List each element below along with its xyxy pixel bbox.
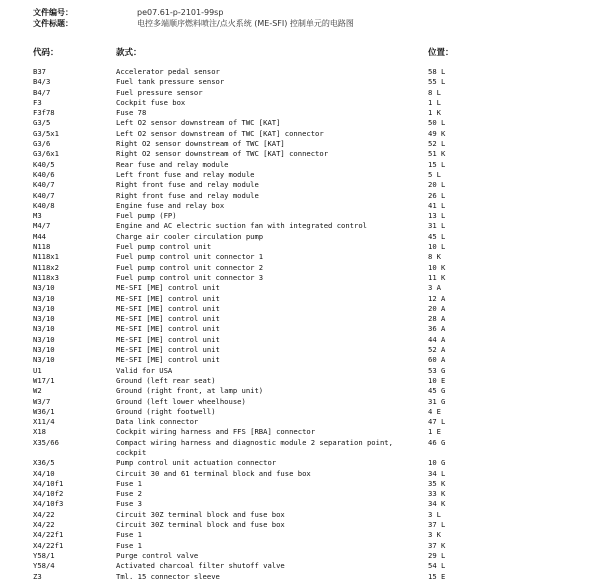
component-code: X4/10f2 [33, 489, 64, 499]
list-item [0, 541, 600, 551]
component-description: Right O2 sensor downstream of TWC [KAT] [116, 139, 285, 149]
component-position: 8 L [428, 87, 441, 97]
list-item [0, 283, 600, 293]
component-code: N3/10 [33, 334, 55, 344]
component-description: ME-SFI [ME] control unit [116, 314, 220, 324]
list-item [0, 376, 600, 386]
component-code: N3/10 [33, 283, 55, 293]
component-description: Left front fuse and relay module [116, 169, 255, 179]
component-code: K40/7 [33, 180, 55, 190]
component-position: 20 A [428, 303, 446, 313]
list-item [0, 335, 600, 345]
component-description: Fuse 1 [116, 530, 142, 540]
component-code: X4/22f1 [33, 530, 64, 540]
list-item [0, 170, 600, 180]
component-description: Fuel pump control unit connector 2 [116, 262, 264, 272]
component-code: N118 [33, 242, 51, 252]
component-description: Compact wiring harness and diagnostic module 2 separation point, cockpit [116, 437, 393, 457]
component-position: 29 L [428, 550, 446, 560]
component-position: 3 A [428, 283, 441, 293]
file-title-label: 文件标题： [33, 19, 73, 28]
component-position: 45 L [428, 231, 446, 241]
component-description: Left O2 sensor downstream of TWC [KAT] connector [116, 128, 324, 138]
component-description: Fuel pump control unit connector 3 [116, 272, 264, 282]
list-item [0, 499, 600, 509]
component-position: 33 K [428, 489, 446, 499]
component-code: G3/6 [33, 139, 51, 149]
component-position: 49 K [428, 128, 446, 138]
component-description: Left O2 sensor downstream of TWC [KAT] [116, 118, 281, 128]
component-code: Y58/1 [33, 550, 55, 560]
list-item [0, 572, 600, 582]
component-description: Purge control valve [116, 550, 199, 560]
component-code: M4/7 [33, 221, 51, 231]
component-code: X4/22 [33, 520, 55, 530]
list-item [0, 530, 600, 540]
list-item [0, 139, 600, 149]
component-position: 55 L [428, 77, 446, 87]
component-description: Ground (left lower wheelhouse) [116, 396, 246, 406]
file-number-value: pe07.61-p-2101-99sp [137, 8, 224, 17]
component-position: 37 K [428, 540, 446, 550]
component-description: Fuel pump control unit [116, 242, 212, 252]
component-description: ME-SFI [ME] control unit [116, 345, 220, 355]
component-list [0, 67, 600, 582]
list-item [0, 355, 600, 365]
component-code: G3/5 [33, 118, 51, 128]
list-item [0, 252, 600, 262]
component-position: 10 K [428, 262, 446, 272]
component-description: Fuel pump (FP) [116, 211, 177, 221]
component-description: ME-SFI [ME] control unit [116, 355, 220, 365]
list-item [0, 510, 600, 520]
component-code: U1 [33, 365, 42, 375]
component-code: N118x2 [33, 262, 59, 272]
list-item [0, 88, 600, 98]
component-code: N3/10 [33, 303, 55, 313]
component-position: 1 E [428, 427, 441, 437]
component-position: 15 E [428, 571, 446, 581]
component-code: X4/22f1 [33, 540, 64, 550]
list-item [0, 489, 600, 499]
component-position: 50 L [428, 118, 446, 128]
column-header-code: 代码： [33, 48, 59, 58]
component-position: 20 L [428, 180, 446, 190]
component-description: Right front fuse and relay module [116, 190, 259, 200]
component-position: 3 L [428, 509, 441, 519]
component-description: ME-SFI [ME] control unit [116, 293, 220, 303]
component-code: N118x3 [33, 272, 59, 282]
component-description: Fuse 1 [116, 540, 142, 550]
list-item [0, 67, 600, 77]
component-code: K40/5 [33, 159, 55, 169]
component-position: 5 L [428, 169, 441, 179]
component-description: ME-SFI [ME] control unit [116, 324, 220, 334]
component-code: B37 [33, 67, 46, 76]
component-code: X4/10 [33, 468, 55, 478]
component-code: W3/7 [33, 396, 51, 406]
component-description: ME-SFI [ME] control unit [116, 283, 220, 293]
component-description: Rear fuse and relay module [116, 159, 229, 169]
column-header-description: 款式： [116, 48, 142, 58]
component-position: 11 K [428, 272, 446, 282]
component-description: Right O2 sensor downstream of TWC [KAT] connector [116, 149, 329, 159]
component-code: G3/5x1 [33, 128, 59, 138]
component-code: N3/10 [33, 324, 55, 334]
component-code: X4/10f3 [33, 499, 64, 509]
list-item [0, 417, 600, 427]
component-description: Circuit 30Z terminal block and fuse box [116, 520, 285, 530]
component-position: 60 A [428, 355, 446, 365]
component-position: 36 A [428, 324, 446, 334]
component-position: 41 L [428, 200, 446, 210]
component-description: ME-SFI [ME] control unit [116, 303, 220, 313]
component-description: Cockpit wiring harness and FFS [RBA] connector [116, 427, 316, 437]
component-code: N118x1 [33, 252, 59, 262]
list-item [0, 160, 600, 170]
list-item [0, 345, 600, 355]
component-position: 12 A [428, 293, 446, 303]
component-code: N3/10 [33, 345, 55, 355]
list-item [0, 77, 600, 87]
list-item [0, 324, 600, 334]
component-position: 37 L [428, 520, 446, 530]
component-position: 54 L [428, 561, 446, 571]
component-description: Engine and AC electric suction fan with integrated control [116, 221, 367, 231]
component-position: 13 L [428, 211, 446, 221]
component-position: 53 G [428, 365, 446, 375]
list-item [0, 201, 600, 211]
component-description: Tml. 15 connector sleeve [116, 571, 220, 581]
component-code: Y58/4 [33, 561, 55, 571]
component-code: F3f78 [33, 108, 55, 118]
component-code: X18 [33, 427, 46, 437]
component-position: 52 A [428, 345, 446, 355]
list-item [0, 129, 600, 139]
component-position: 45 G [428, 386, 446, 396]
component-description: Ground (left rear seat) [116, 375, 216, 385]
list-item [0, 304, 600, 314]
component-description: Fuse 1 [116, 478, 142, 488]
component-code: K40/7 [33, 190, 55, 200]
component-code: F3 [33, 97, 42, 107]
list-item [0, 242, 600, 252]
list-item [0, 98, 600, 108]
component-position: 44 A [428, 334, 446, 344]
list-item [0, 479, 600, 489]
component-code: G3/6x1 [33, 149, 59, 159]
list-item [0, 149, 600, 159]
component-position: 15 L [428, 159, 446, 169]
list-item [0, 438, 600, 459]
component-description: Fuel pressure sensor [116, 87, 203, 97]
component-code: W36/1 [33, 406, 55, 416]
component-position: 10 E [428, 375, 446, 385]
component-position: 51 K [428, 149, 446, 159]
list-item [0, 273, 600, 283]
component-position: 58 L [428, 67, 446, 76]
component-position: 3 K [428, 530, 441, 540]
component-description: Activated charcoal filter shutoff valve [116, 561, 285, 571]
component-code: X4/22 [33, 509, 55, 519]
list-item [0, 221, 600, 231]
list-item [0, 407, 600, 417]
component-description: Right front fuse and relay module [116, 180, 259, 190]
component-code: X35/66 [33, 437, 59, 447]
component-code: X11/4 [33, 417, 55, 427]
component-code: B4/7 [33, 87, 51, 97]
component-description: Cockpit fuse box [116, 97, 186, 107]
component-code: K40/8 [33, 200, 55, 210]
component-description: Valid for USA [116, 365, 173, 375]
list-item [0, 469, 600, 479]
list-item [0, 294, 600, 304]
list-item [0, 520, 600, 530]
list-item [0, 561, 600, 571]
component-position: 34 K [428, 499, 446, 509]
list-item [0, 314, 600, 324]
list-item [0, 458, 600, 468]
component-position: 47 L [428, 417, 446, 427]
component-position: 34 L [428, 468, 446, 478]
component-description: Fuel tank pressure sensor [116, 77, 225, 87]
component-code: Z3 [33, 571, 42, 581]
list-item [0, 551, 600, 561]
list-item [0, 232, 600, 242]
list-item [0, 427, 600, 437]
list-item [0, 118, 600, 128]
component-description: Circuit 30 and 61 terminal block and fuse box [116, 468, 311, 478]
component-description: Accelerator pedal sensor [116, 67, 220, 76]
component-position: 1 L [428, 97, 441, 107]
component-code: M3 [33, 211, 42, 221]
component-position: 35 K [428, 478, 446, 488]
column-header-position: 位置： [428, 48, 454, 58]
file-number-label: 文件编号： [33, 8, 73, 17]
component-description: Fuse 2 [116, 489, 142, 499]
component-description: ME-SFI [ME] control unit [116, 334, 220, 344]
component-description: Circuit 30Z terminal block and fuse box [116, 509, 285, 519]
component-position: 31 G [428, 396, 446, 406]
component-code: W17/1 [33, 375, 55, 385]
component-description: Ground (right front, at lamp unit) [116, 386, 264, 396]
component-position: 46 G [428, 437, 446, 447]
component-position: 10 G [428, 458, 446, 468]
list-item [0, 263, 600, 273]
list-item [0, 191, 600, 201]
component-position: 4 E [428, 406, 441, 416]
list-item [0, 108, 600, 118]
component-position: 28 A [428, 314, 446, 324]
component-position: 52 L [428, 139, 446, 149]
component-description: Charge air cooler circulation pump [116, 231, 264, 241]
component-description: Fuse 3 [116, 499, 142, 509]
component-code: N3/10 [33, 355, 55, 365]
component-position: 1 K [428, 108, 441, 118]
component-description: Engine fuse and relay box [116, 200, 225, 210]
component-position: 26 L [428, 190, 446, 200]
list-item [0, 366, 600, 376]
list-item [0, 386, 600, 396]
component-description: Ground (right footwell) [116, 406, 216, 416]
component-code: W2 [33, 386, 42, 396]
component-description: Data link connector [116, 417, 199, 427]
component-code: M44 [33, 231, 46, 241]
component-description: Fuel pump control unit connector 1 [116, 252, 264, 262]
component-code: B4/3 [33, 77, 51, 87]
component-code: X36/5 [33, 458, 55, 468]
component-position: 8 K [428, 252, 441, 262]
component-code: K40/6 [33, 169, 55, 179]
list-item [0, 397, 600, 407]
component-description: Fuse 78 [116, 108, 147, 118]
component-code: N3/10 [33, 314, 55, 324]
component-code: X4/10f1 [33, 478, 64, 488]
component-code: N3/10 [33, 293, 55, 303]
list-item [0, 180, 600, 190]
component-description: Pump control unit actuation connector [116, 458, 277, 468]
file-title-value: 电控多端顺序燃料喷注/点火系统 (ME-SFI) 控制单元的电路图 [137, 19, 354, 28]
list-item [0, 211, 600, 221]
component-position: 31 L [428, 221, 446, 231]
component-position: 10 L [428, 242, 446, 252]
